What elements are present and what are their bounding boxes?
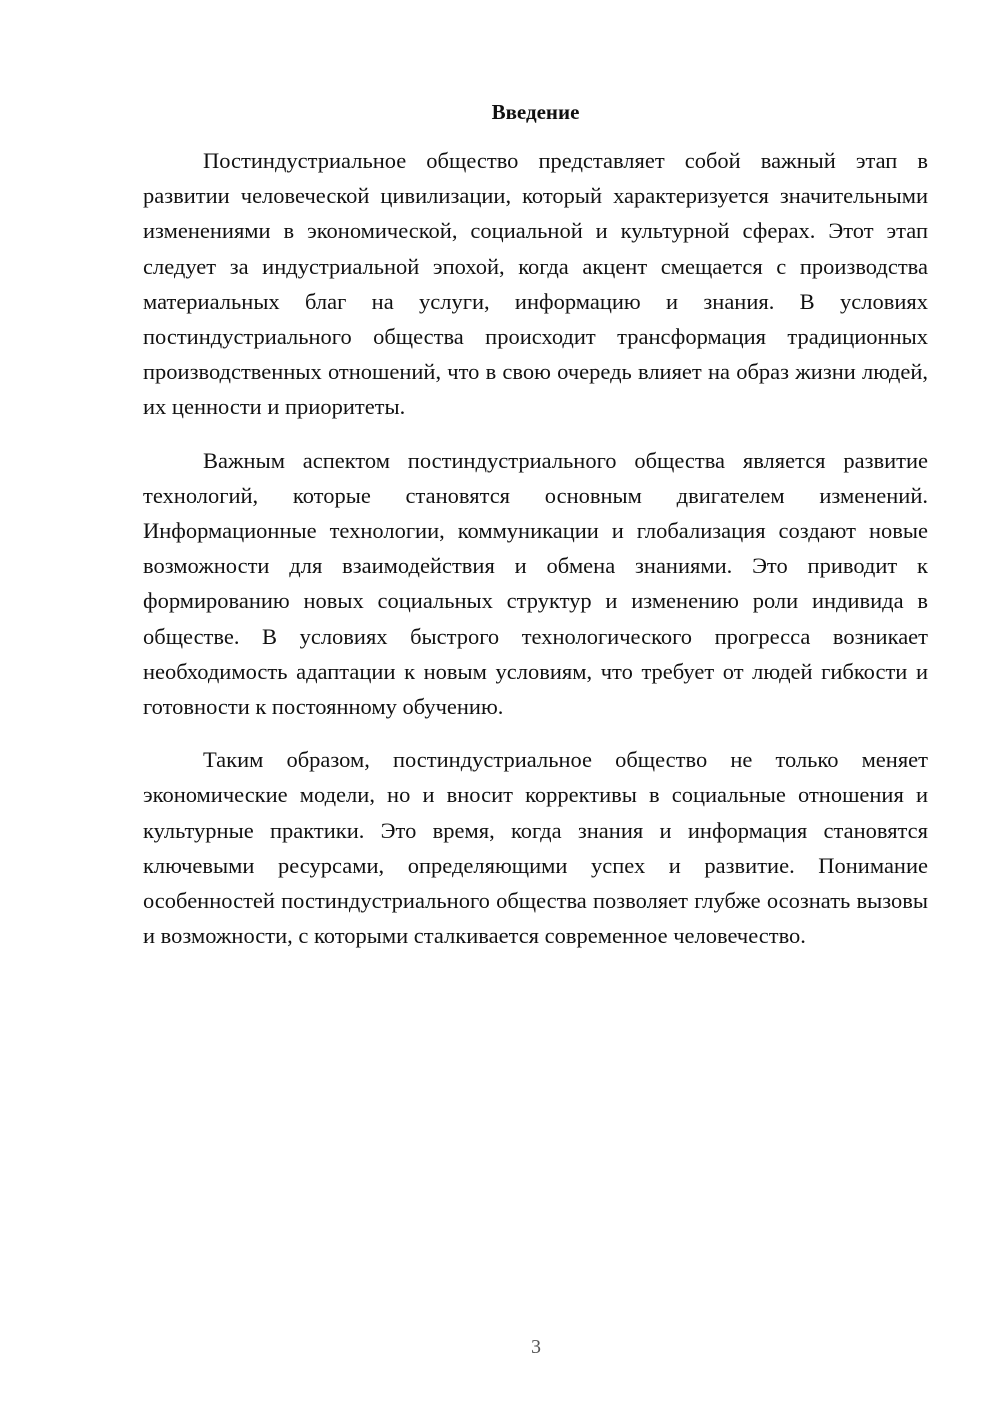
paragraph-2: Важным аспектом постиндустриального общества является развитие технологий, которые становятся основным двигателем изменений. Информационные технологии, коммуникации и глобализация создают новые возможности для взаимодействия и обмена знаниями. Это приводит к формированию новых социальных структур и изменению роли индивида в обществе. В условиях быстрого технологического прогресса возникает необходимость адаптации к новым условиям, что требует от людей гибкости и готовности к постоянному обучению. bbox=[143, 447, 928, 720]
section-heading: Введение bbox=[491, 100, 580, 124]
page-number: 3 bbox=[531, 1336, 541, 1358]
paragraph-3: Таким образом, постиндустриальное общество не только меняет экономические модели, но и вносит коррективы в социальные отношения и культурные практики. Это время, когда знания и информация становятся ключевыми ресурсами, определяющими успех и развитие. Понимание особенностей постиндустриального общества позволяет глубже осознать вызовы и возможности, с которыми сталкивается современное человечество. bbox=[143, 747, 928, 949]
body-text bbox=[143, 143, 928, 971]
paragraph-1: Постиндустриальное общество представляет собой важный этап в развитии человеческой цивилизации, который характеризуется значительными изменениями в экономической, социальной и культурной сферах. Этот этап следует за индустриальной эпохой, когда акцент смещается с производства материальных благ на услуги, информацию и знания. В условиях постиндустриального общества происходит трансформация традиционных производственных отношений, что в свою очередь влияет на образ жизни людей, их ценности и приоритеты. bbox=[143, 148, 928, 420]
